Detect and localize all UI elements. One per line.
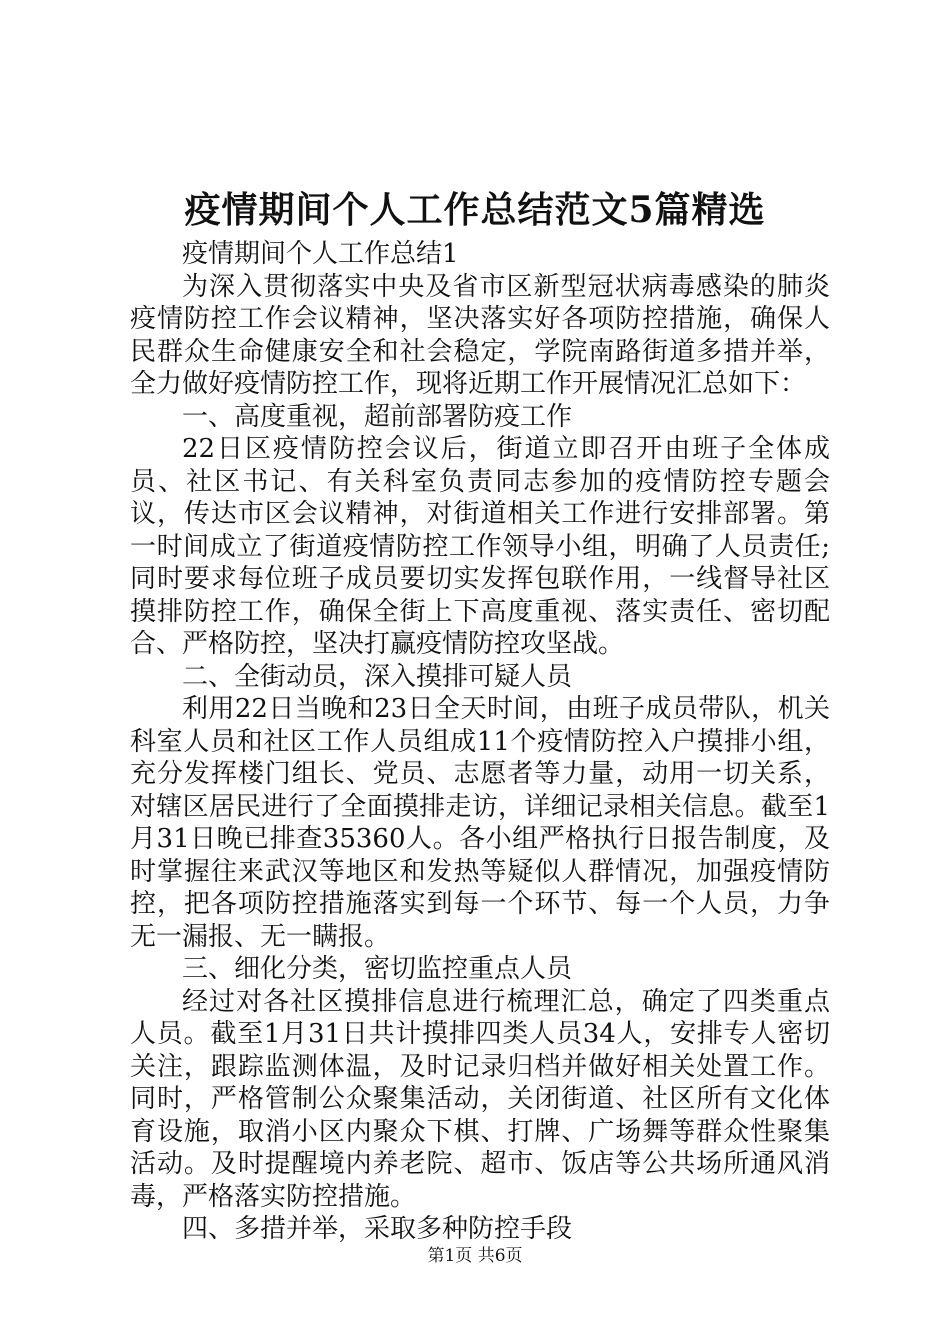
document-body — [130, 238, 830, 1246]
section-heading-1: 一、高度重视，超前部署防疫工作 — [182, 401, 573, 432]
section-body-3: 经过对各社区摸排信息进行梳理汇总，确定了四类重点人员。截至1月31日共计摸排四类人员34人，安排专人密切关注，跟踪监测体温，及时记录归档并做好相关处置工作。同时，严格管制公众聚集活动，关闭街道、社区所有文化体育设施，取消小区内聚众下棋、打牌、广场舞等群众性聚集活动。及时提醒境内养老院、超市、饭店等公共场所通风消毒，严格落实防控措施。 — [130, 986, 830, 1212]
page-number-footer: 第1页 共6页 — [427, 1246, 523, 1266]
section-heading-3: 三、细化分类，密切监控重点人员 — [182, 954, 573, 984]
section-body-2: 利用22日当晚和23日全天时间，由班子成员带队，机关科室人员和社区工作人员组成11个疫情防控入户摸排小组，充分发挥楼门组长、党员、志愿者等力量，动用一切关系，对辖区居民进行了全面摸排走访，详细记录相关信息。截至1月31日晚已排查35360人。各小组严格执行日报告制度，及时掌握往来武汉等地区和发热等疑似人群情况，加强疫情防控，把各项防控措施落实到每一个环节、每一个人员，力争无一漏报、无一瞒报。 — [130, 694, 830, 952]
section-heading-4: 四、多措并举，采取多种防控手段 — [182, 1214, 573, 1244]
intro-paragraph: 为深入贯彻落实中央及省市区新型冠状病毒感染的肺炎疫情防控工作会议精神，坚决落实好各项防控措施，确保人民群众生命健康安全和社会稳定，学院南路街道多措并举，全力做好疫情防控工作，现将近期工作开展情况汇总如下： — [130, 271, 830, 399]
document-title: 疫情期间个人工作总结范文5篇精选 — [184, 189, 766, 231]
section-body-1: 22日区疫情防控会议后，街道立即召开由班子全体成员、社区书记、有关科室负责同志参加的疫情防控专题会议，传达市区会议精神，对街道相关工作进行安排部署。第一时间成立了街道疫情防控工作领导小组，明确了人员责任;同时要求每位班子成员要切实发挥包联作用，一线督导社区摸排防控工作，确保全街上下高度重视、落实责任、密切配合、严格防控，坚决打赢疫情防控攻坚战。 — [130, 434, 830, 659]
subtitle-paragraph: 疫情期间个人工作总结1 — [182, 239, 459, 269]
section-heading-2: 二、全街动员，深入摸排可疑人员 — [182, 661, 573, 692]
